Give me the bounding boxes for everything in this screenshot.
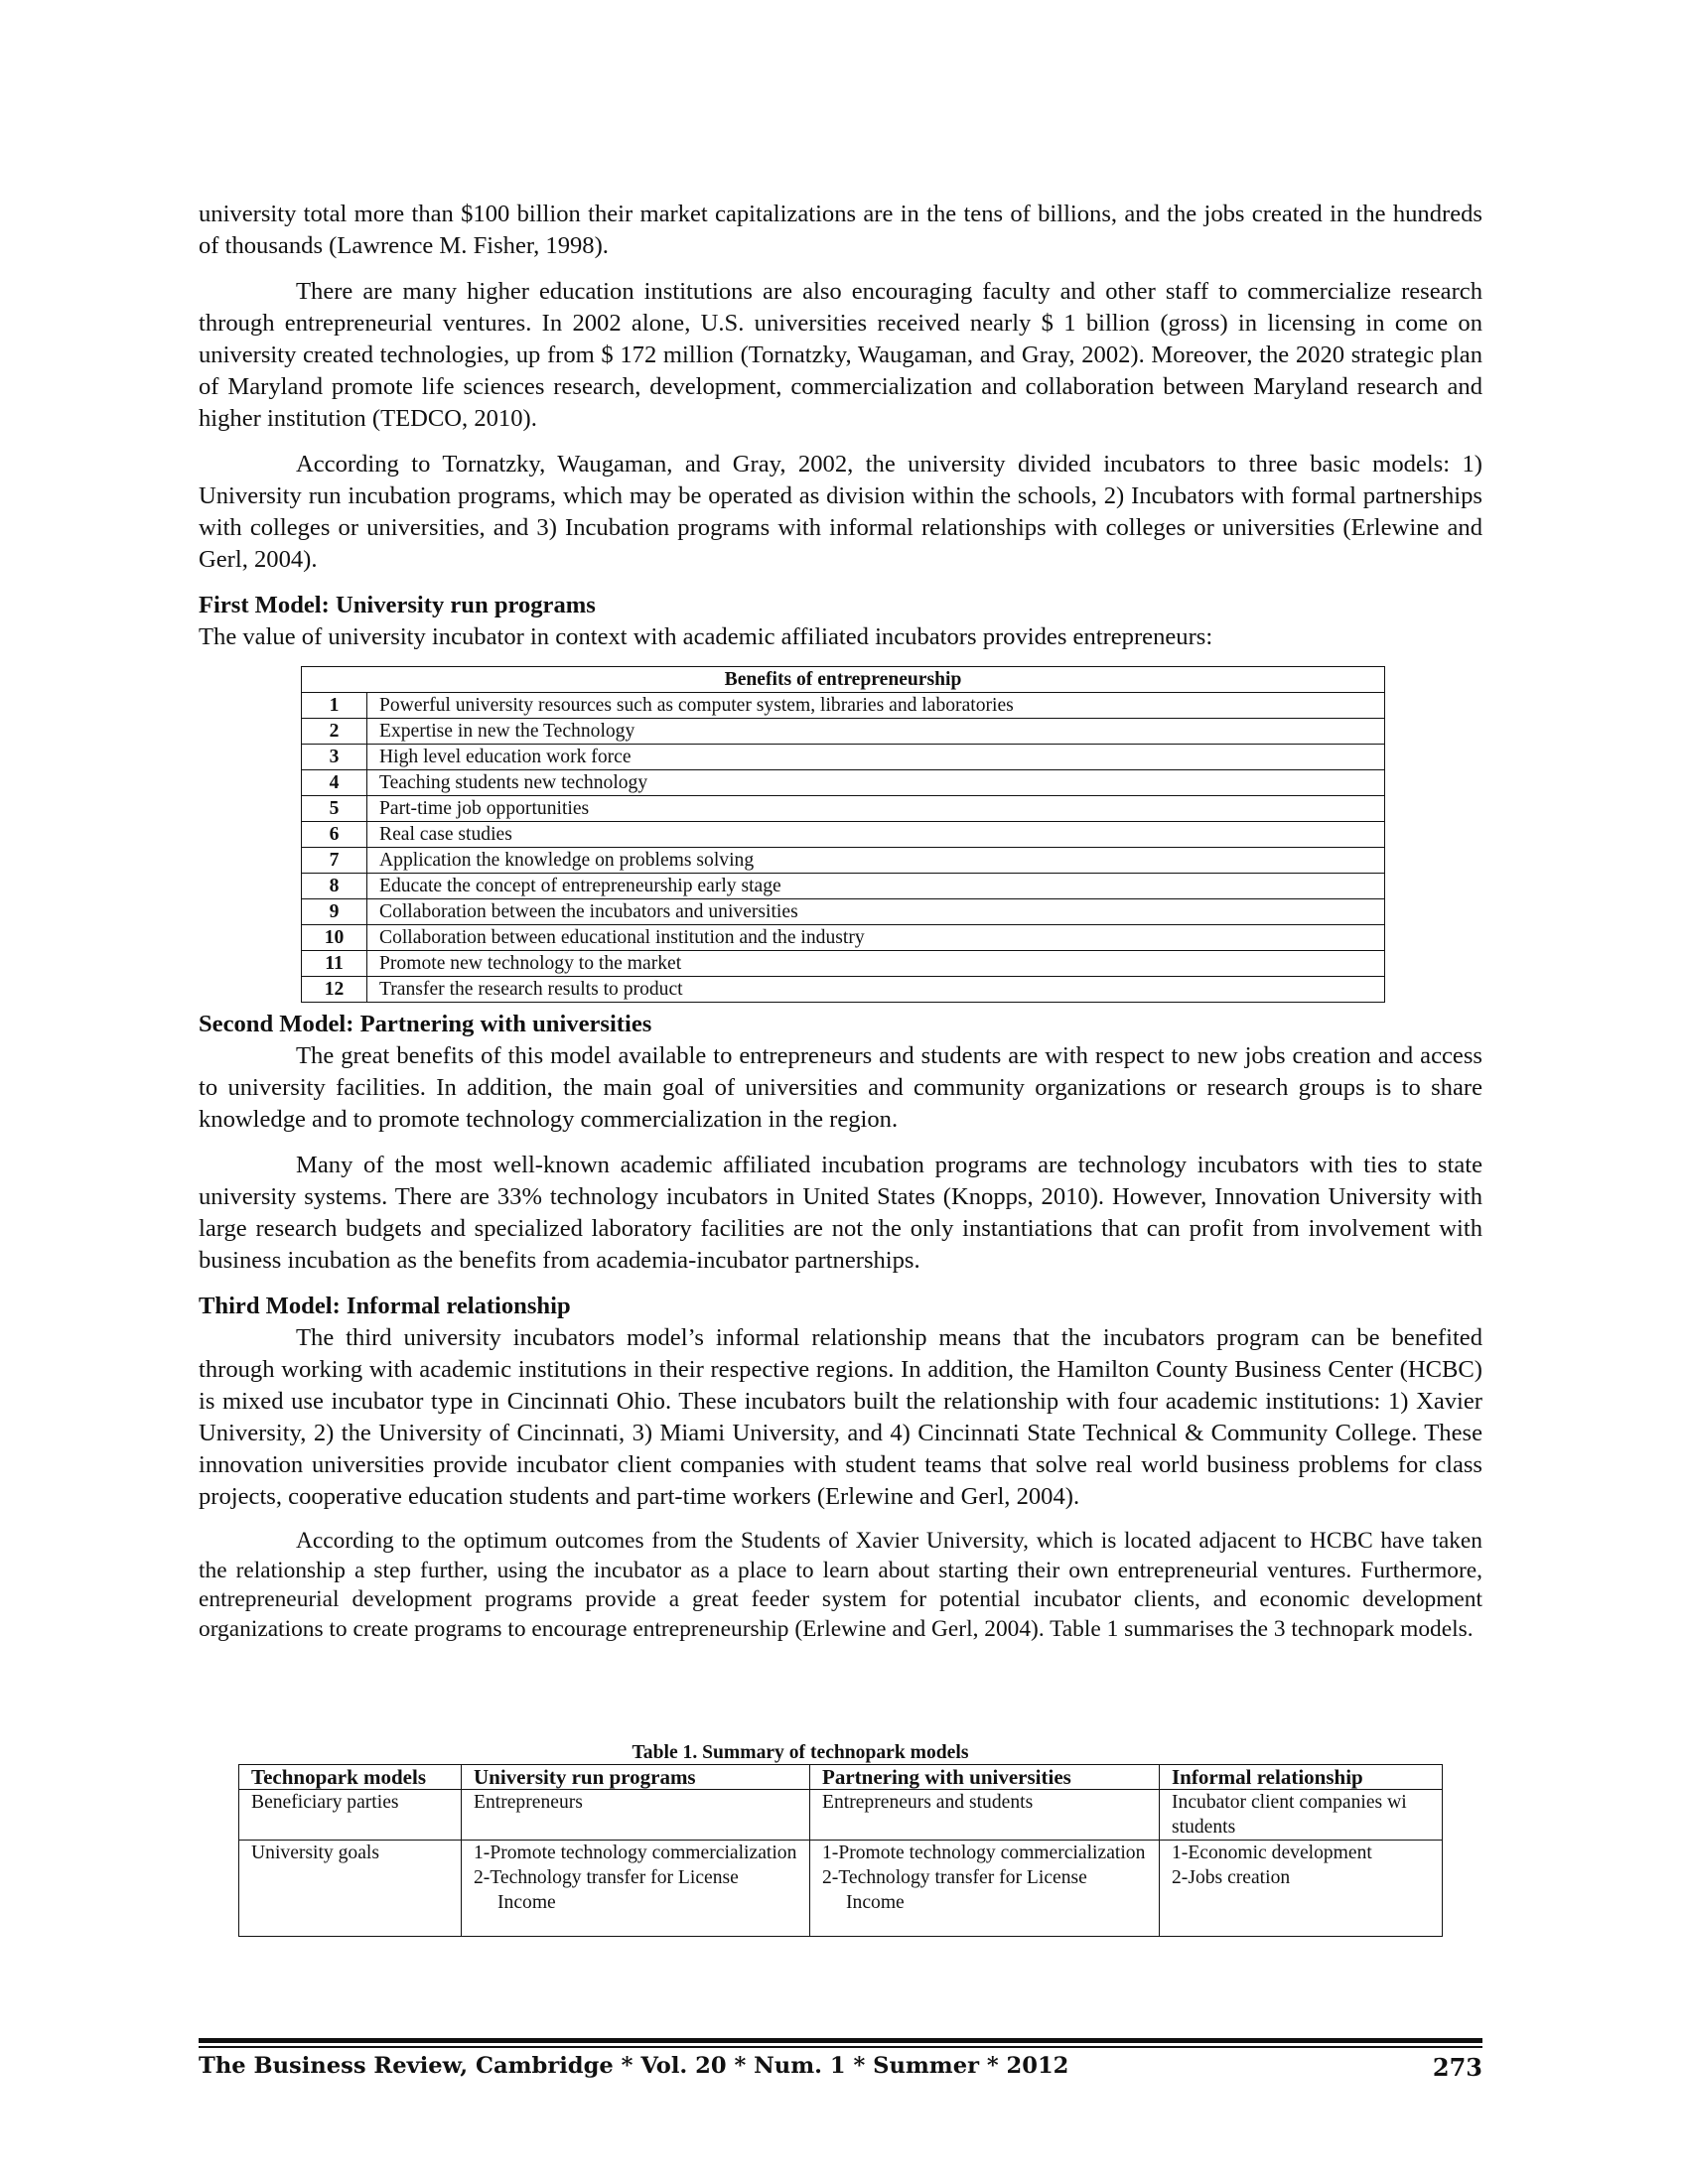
row-number: 3 (302, 745, 367, 770)
table-row (302, 796, 1385, 822)
table-cell: Incubator client companies wi students (1160, 1790, 1443, 1841)
table-row (239, 1841, 1443, 1937)
row-number: 9 (302, 899, 367, 925)
table-row (302, 899, 1385, 925)
page-number: 273 (1432, 2053, 1482, 2082)
table-row (302, 770, 1385, 796)
table-cell (810, 1841, 1160, 1937)
row-number: 10 (302, 925, 367, 951)
footer-divider (199, 2046, 1482, 2048)
benefit-text: Application the knowledge on problems solving (367, 848, 1385, 874)
section-heading-third-model: Third Model: Informal relationship (199, 1293, 571, 1319)
row-number: 5 (302, 796, 367, 822)
table-cell: Beneficiary parties (239, 1790, 462, 1841)
table-cell: Entrepreneurs and students (810, 1790, 1160, 1841)
list-item: 1-Promote technology commercialization (822, 1843, 1146, 1863)
paragraph: Many of the most well-known academic affiliated incubation programs are technology incubators with ties to state university systems. There are 33% technology incubators in United States (Knopps, 2010). However, Innovation University with large research budgets and specialized laboratory facilities are not the only instantiations that can profit from involvement with business incubation as the benefits from academia-incubator partnerships. (199, 1152, 1482, 1274)
row-number: 12 (302, 977, 367, 1003)
table-cell: Entrepreneurs (462, 1790, 810, 1841)
article-page (199, 199, 1482, 1644)
table-row (302, 822, 1385, 848)
row-number: 11 (302, 951, 367, 977)
list-item: 2-Jobs creation (1172, 1867, 1291, 1888)
list-item: 2-Technology transfer for License Income (822, 1867, 1087, 1913)
journal-citation: The Business Review, Cambridge * Vol. 20 * Num. 1 * Summer * 2012 (199, 2053, 1069, 2079)
table-cell (1160, 1841, 1443, 1937)
row-number: 2 (302, 719, 367, 745)
row-number: 6 (302, 822, 367, 848)
paragraph: The third university incubators model’s informal relationship means that the incubators program can be benefited through working with academic institutions in their respective regions. In addition, the Hamilton County Business Center (HCBC) is mixed use incubator type in Cincinnati Ohio. These incubators built the relationship with four academic institutions: 1) Xavier University, 2) the University of Cincinnati, 3) Miami University, and 4) Cincinnati State Technical & Community College. These innovation universities provide incubator client companies with student teams that solve real world business problems for class projects, cooperative education students and part-time workers (Erlewine and Gerl, 2004). (199, 1324, 1482, 1510)
paragraph: university total more than $100 billion their market capitalizations are in the tens of billions, and the jobs created in the hundreds of thousands (Lawrence M. Fisher, 1998). (199, 201, 1482, 259)
table-header: Technopark models (239, 1765, 462, 1790)
table-row (302, 874, 1385, 899)
list-item: 1-Promote technology commercialization (474, 1843, 797, 1863)
table-caption: Table 1. Summary of technopark models (632, 1742, 969, 1763)
table-header: University run programs (462, 1765, 810, 1790)
benefit-text: High level education work force (367, 745, 1385, 770)
paragraph: According to the optimum outcomes from the Students of Xavier University, which is located adjacent to HCBC have taken the relationship a step further, using the incubator as a place to learn about starting their own entrepreneurial ventures. Furthermore, entrepreneurial development programs provide a great feeder system for potential incubator clients, and economic development organizations to create programs to encourage entrepreneurship (Erlewine and Gerl, 2004). Table 1 summarises the 3 technopark models. (199, 1528, 1482, 1642)
table-header: Informal relationship (1160, 1765, 1443, 1790)
row-number: 4 (302, 770, 367, 796)
list-item: 2-Technology transfer for License Income (474, 1867, 739, 1913)
benefit-text: Teaching students new technology (367, 770, 1385, 796)
table-row (302, 719, 1385, 745)
paragraph: The great benefits of this model available to entrepreneurs and students are with respect to new jobs creation and access to university facilities. In addition, the main goal of universities and community organizations or research groups is to share knowledge and to promote technology commercialization in the region. (199, 1042, 1482, 1133)
summary-table (238, 1764, 1443, 1937)
benefit-text: Educate the concept of entrepreneurship early stage (367, 874, 1385, 899)
footer-divider (199, 2038, 1482, 2043)
benefit-text: Powerful university resources such as computer system, libraries and laboratories (367, 693, 1385, 719)
section-heading-second-model: Second Model: Partnering with universities (199, 1011, 652, 1037)
table-header-row (239, 1765, 1443, 1790)
benefit-text: Collaboration between educational institution and the industry (367, 925, 1385, 951)
table-header: Benefits of entrepreneurship (302, 667, 1385, 693)
section-heading-first-model: First Model: University run programs (199, 592, 596, 618)
benefits-table (301, 666, 1385, 1003)
table-row (302, 848, 1385, 874)
row-number: 8 (302, 874, 367, 899)
table-header-row (302, 667, 1385, 693)
list-item: 1-Economic development (1172, 1843, 1372, 1863)
table-row (239, 1790, 1443, 1841)
table-cell: University goals (239, 1841, 462, 1937)
paragraph: The value of university incubator in context with academic affiliated incubators provides entrepreneurs: (199, 623, 1213, 650)
table-row (302, 951, 1385, 977)
row-number: 1 (302, 693, 367, 719)
benefit-text: Promote new technology to the market (367, 951, 1385, 977)
table-header: Partnering with universities (810, 1765, 1160, 1790)
paragraph: There are many higher education institutions are also encouraging faculty and other staff to commercialize research through entrepreneurial ventures. In 2002 alone, U.S. universities received nearly $ 1 billion (gross) in licensing in come on university created technologies, up from $ 172 million (Tornatzky, Waugaman, and Gray, 2002). Moreover, the 2020 strategic plan of Maryland promote life sciences research, development, commercialization and collaboration between Maryland research and higher institution (TEDCO, 2010). (199, 278, 1482, 432)
benefit-text: Collaboration between the incubators and universities (367, 899, 1385, 925)
benefits-table-body (302, 693, 1385, 1003)
benefit-text: Expertise in new the Technology (367, 719, 1385, 745)
table-row (302, 745, 1385, 770)
benefit-text: Real case studies (367, 822, 1385, 848)
table-cell (462, 1841, 810, 1937)
benefit-text: Part-time job opportunities (367, 796, 1385, 822)
table-row (302, 925, 1385, 951)
row-number: 7 (302, 848, 367, 874)
paragraph: According to Tornatzky, Waugaman, and Gray, 2002, the university divided incubators to three basic models: 1) University run incubation programs, which may be operated as division within the schools, 2) Incubators with formal partnerships with colleges or universities, and 3) Incubation programs with informal relationships with colleges or universities (Erlewine and Gerl, 2004). (199, 451, 1482, 573)
table-row (302, 977, 1385, 1003)
table-row (302, 693, 1385, 719)
benefit-text: Transfer the research results to product (367, 977, 1385, 1003)
